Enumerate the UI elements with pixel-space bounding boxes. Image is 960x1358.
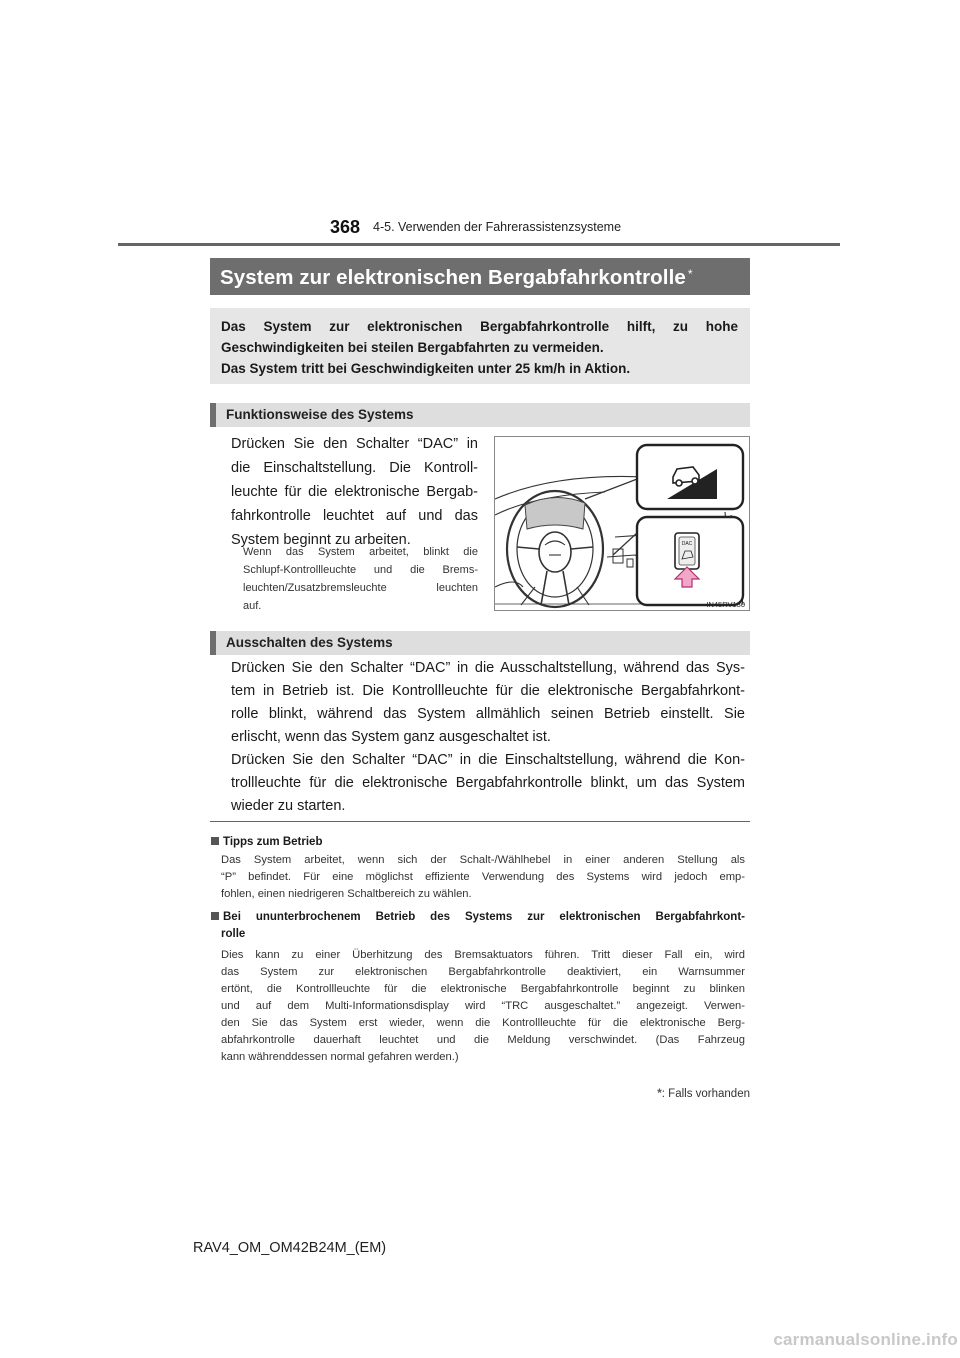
tip-heading [211,909,751,943]
square-bullet-icon [211,912,219,920]
tip-heading-text: Bei ununterbrochenem Betrieb des Systems zur elektronischen Bergabfahrkont- [223,911,745,923]
section-heading-deactivation: Ausschalten des Systems [210,631,750,655]
optional-equipment-marker: * [687,266,693,281]
dac-switch-figure [494,436,750,611]
text-line: Drücken Sie den Schalter “DAC” in [231,436,478,452]
deactivation-text [231,657,745,818]
document-id: RAV4_OM_OM42B24M_(EM) [193,1240,387,1256]
note-line: Wenn das System arbeitet, blinkt die [243,546,478,558]
tip-line: und auf dem Multi-Informationsdisplay wird “TRC ausgeschaltet.” angezeigt. Verwen- [221,1000,745,1012]
tip-body [221,947,745,1066]
dac-switch-callout [637,517,743,605]
paragraph [231,657,745,749]
note-line: auf. [243,600,262,612]
intro-line: Das System tritt bei Geschwindigkeiten unter 25 km/h in Aktion. [221,361,631,376]
intro-box [210,308,750,384]
tip-line: fohlen, einen niedrigeren Schaltbereich zu wählen. [221,888,472,900]
tip-heading-text: Tipps zum Betrieb [223,836,323,848]
note-line: Schlupf-Kontrollleuchte und die Brems- [243,564,478,576]
footnote-text: : Falls vorhanden [661,1088,750,1100]
dac-switch-label: DAC [681,541,693,547]
tip-line: kann währenddessen normal gefahren werden.) [221,1051,459,1063]
tip-line: abfahrkontrolle dauerhaft leuchtet und die Meldung verschwindet. (Das Fahrzeug [221,1034,745,1046]
text-line: rolle blinkt, während das System allmählich seinen Betrieb einstellt. Sie [231,706,745,722]
text-line: Drücken Sie den Schalter “DAC” in die Ausschaltstellung, während das Sys- [231,660,745,676]
page-number: 368 [330,217,361,237]
text-line: die Einschaltstellung. Die Kontroll- [231,460,478,476]
tip-line: “P” befindet. Für eine möglichst effiziente Verwendung des Systems wird jedoch emp- [221,871,745,883]
tip-line: ertönt, die Kontrollleuchte für die elektronische Bergabfahrkontrolle beginnt zu blinken [221,983,745,995]
text-line: leuchte für die elektronische Bergab- [231,484,478,500]
intro-line: Geschwindigkeiten bei steilen Bergabfahrten zu vermeiden. [221,340,604,355]
tip-line: Dies kann zu einer Überhitzung des Bremsaktuators führen. Tritt dieser Fall ein, wird [221,949,745,961]
square-bullet-icon [211,837,219,845]
instruction-text [231,432,478,552]
chapter-title: 4-5. Verwenden der Fahrerassistenzsysteme [373,220,622,234]
note-line: leuchten/Zusatzbremsleuchte leuchten [243,582,478,594]
section-title-bar [210,258,750,295]
header-divider [118,243,840,246]
tip-line: das System zur elektronischen Bergabfahrkontrolle deaktiviert, ein Warnsummer [221,966,745,978]
tip-line: Das System arbeitet, wenn sich der Schalt-/Wählhebel in einer anderen Stellung als [221,854,745,866]
text-line: erlischt, wenn das System ganz ausgeschaltet ist. [231,729,551,745]
operation-note [243,543,478,615]
watermark: carmanualsonline.info [773,1330,958,1349]
paragraph [231,749,745,818]
figure-code: IN45RV130 [706,600,745,609]
hill-descent-callout [637,445,743,509]
text-line: wieder zu starten. [231,798,346,814]
tip-heading [211,834,751,851]
footnote-marker: * [657,1088,662,1100]
text-line: Drücken Sie den Schalter “DAC” in die Einschaltstellung, während die Kon- [231,752,745,768]
dashboard-illustration [495,437,749,610]
text-line: tem in Betrieb ist. Die Kontrollleuchte für die elektronische Bergabfahrkont- [231,683,745,699]
footnote [657,1088,750,1100]
text-line: trollleuchte für die elektronische Bergabfahrkontrolle blinkt, um das System [231,775,745,791]
tips-divider [210,821,750,822]
tip-line: den Sie das System erst wieder, wenn die Kontrollleuchte für die elektronische Berg- [221,1017,745,1029]
tip-body [221,852,745,903]
section-heading-function: Funktionsweise des Systems [210,403,750,427]
section-title: System zur elektronischen Bergabfahrkontrolle [220,266,686,289]
intro-line: Das System zur elektronischen Bergabfahrkontrolle hilft, zu hohe [221,319,738,334]
text-line: System beginnt zu arbeiten. [231,532,411,548]
text-line: fahrkontrolle leuchtet auf und das [231,508,478,524]
tip-heading-text: rolle [221,928,246,940]
